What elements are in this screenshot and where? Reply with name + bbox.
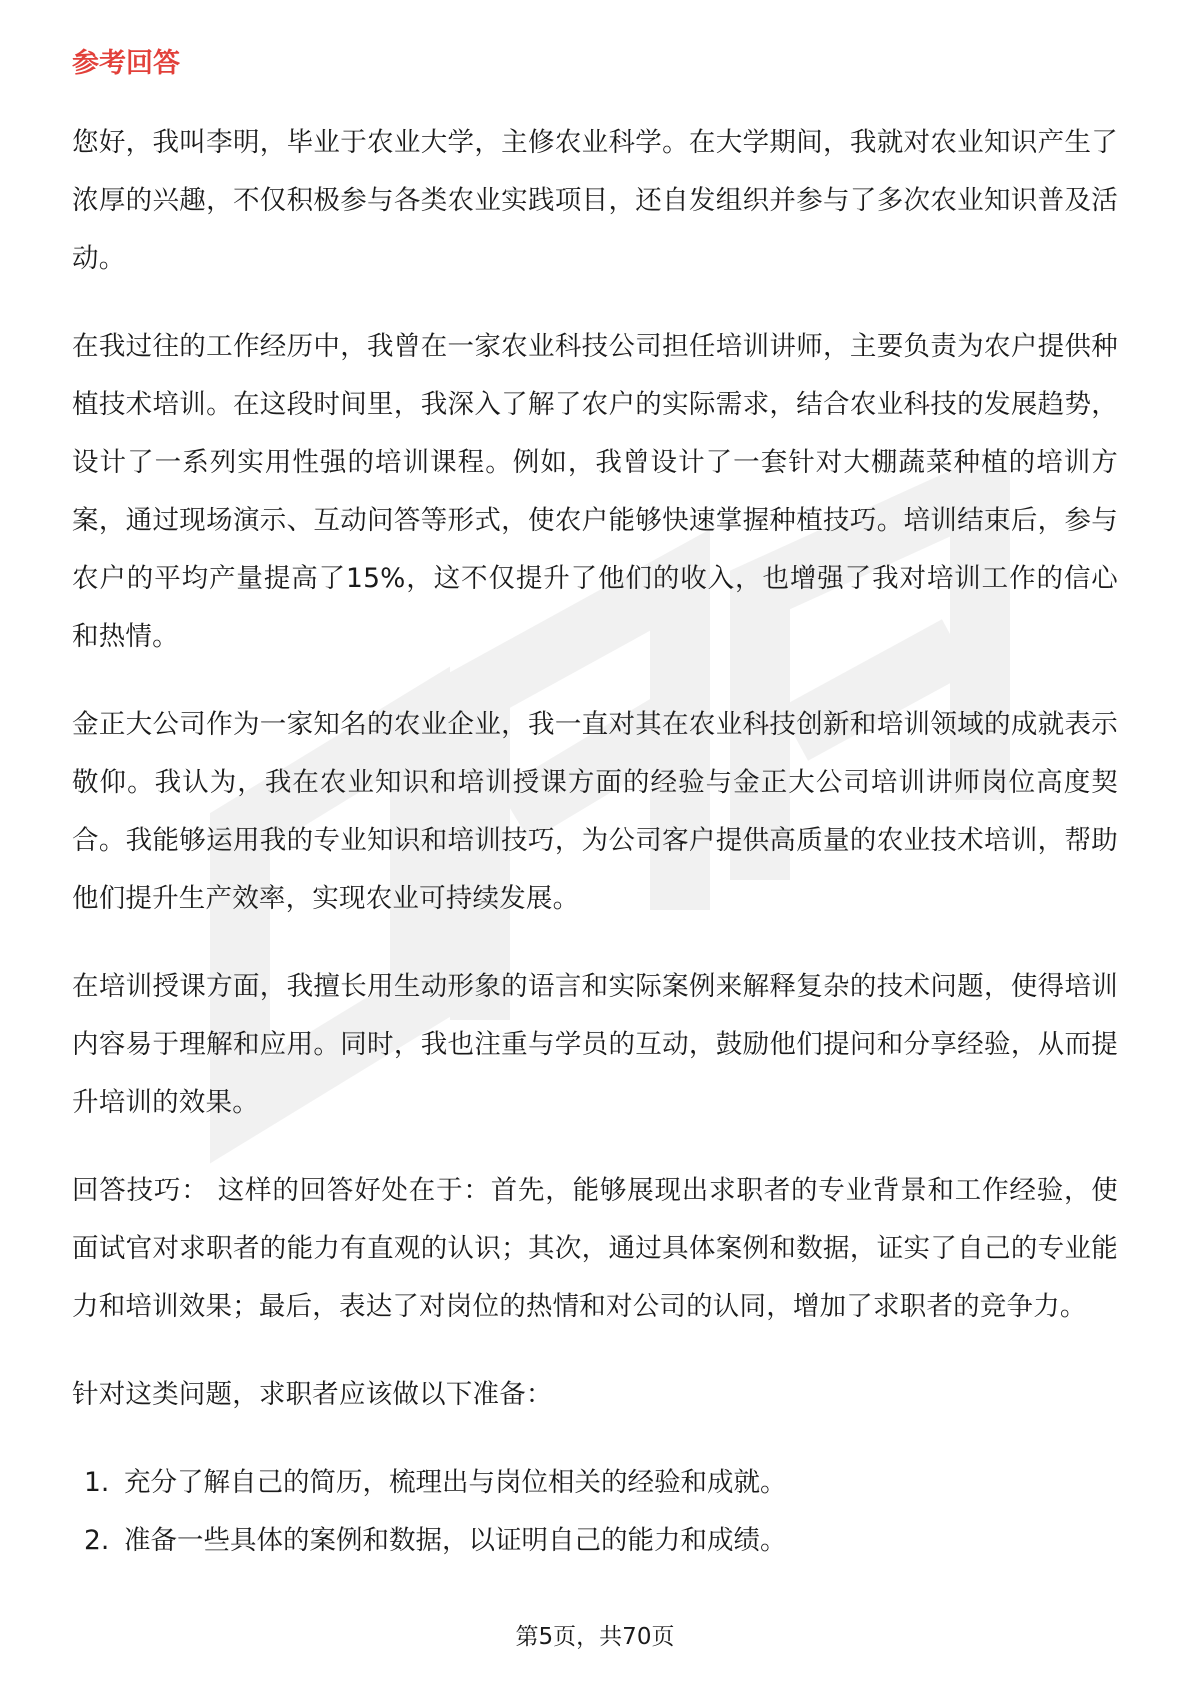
paragraph-experience: 在我过往的工作经历中，我曾在一家农业科技公司担任培训讲师，主要负责为农户提供种植技术培训。在这段时间里，我深入了解了农户的实际需求，结合农业科技的发展趋势，设计了一系列实用性强的培训课程。例如，我曾设计了一套针对大棚蔬菜种植的培训方案，通过现场演示、互动问答等形式，使农户能够快速掌握种植技巧。培训结束后，参与农户的平均产量提高了15%，这不仅提升了他们的收入，也增强了我对培训工作的信心和热情。: [72, 331, 1118, 652]
list-item-number: 2.: [84, 1525, 110, 1556]
list-item: [72, 1512, 1118, 1570]
paragraph-answer-tips: 回答技巧： 这样的回答好处在于：首先，能够展现出求职者的专业背景和工作经验，使面试官对求职者的能力有直观的认识；其次，通过具体案例和数据，证实了自己的专业能力和培训效果；最后，表达了对岗位的热情和对公司的认同，增加了求职者的竞争力。: [72, 1175, 1118, 1322]
paragraph-intro: 您好，我叫李明，毕业于农业大学，主修农业科学。在大学期间，我就对农业知识产生了浓厚的兴趣，不仅积极参与各类农业实践项目，还自发组织并参与了多次农业知识普及活动。: [72, 127, 1118, 274]
document-page: [72, 44, 1118, 1570]
list-item-text: 准备一些具体的案例和数据，以证明自己的能力和成绩。: [124, 1525, 787, 1556]
preparation-list: [72, 1454, 1118, 1570]
section-title: 参考回答: [72, 48, 180, 79]
list-item: [72, 1454, 1118, 1512]
paragraph-company-fit: 金正大公司作为一家知名的农业企业，我一直对其在农业科技创新和培训领域的成就表示敬仰。我认为，我在农业知识和培训授课方面的经验与金正大公司培训讲师岗位高度契合。我能够运用我的专业知识和培训技巧，为公司客户提供高质量的农业技术培训，帮助他们提升生产效率，实现农业可持续发展。: [72, 709, 1118, 914]
list-item-text: 充分了解自己的简历，梳理出与岗位相关的经验和成就。: [124, 1467, 787, 1498]
paragraph-preparation-intro: 针对这类问题，求职者应该做以下准备：: [72, 1379, 553, 1410]
page-footer: 第5页，共70页: [515, 1624, 675, 1650]
list-item-number: 1.: [84, 1467, 110, 1498]
paragraph-teaching-style: 在培训授课方面，我擅长用生动形象的语言和实际案例来解释复杂的技术问题，使得培训内容易于理解和应用。同时，我也注重与学员的互动，鼓励他们提问和分享经验，从而提升培训的效果。: [72, 971, 1118, 1118]
